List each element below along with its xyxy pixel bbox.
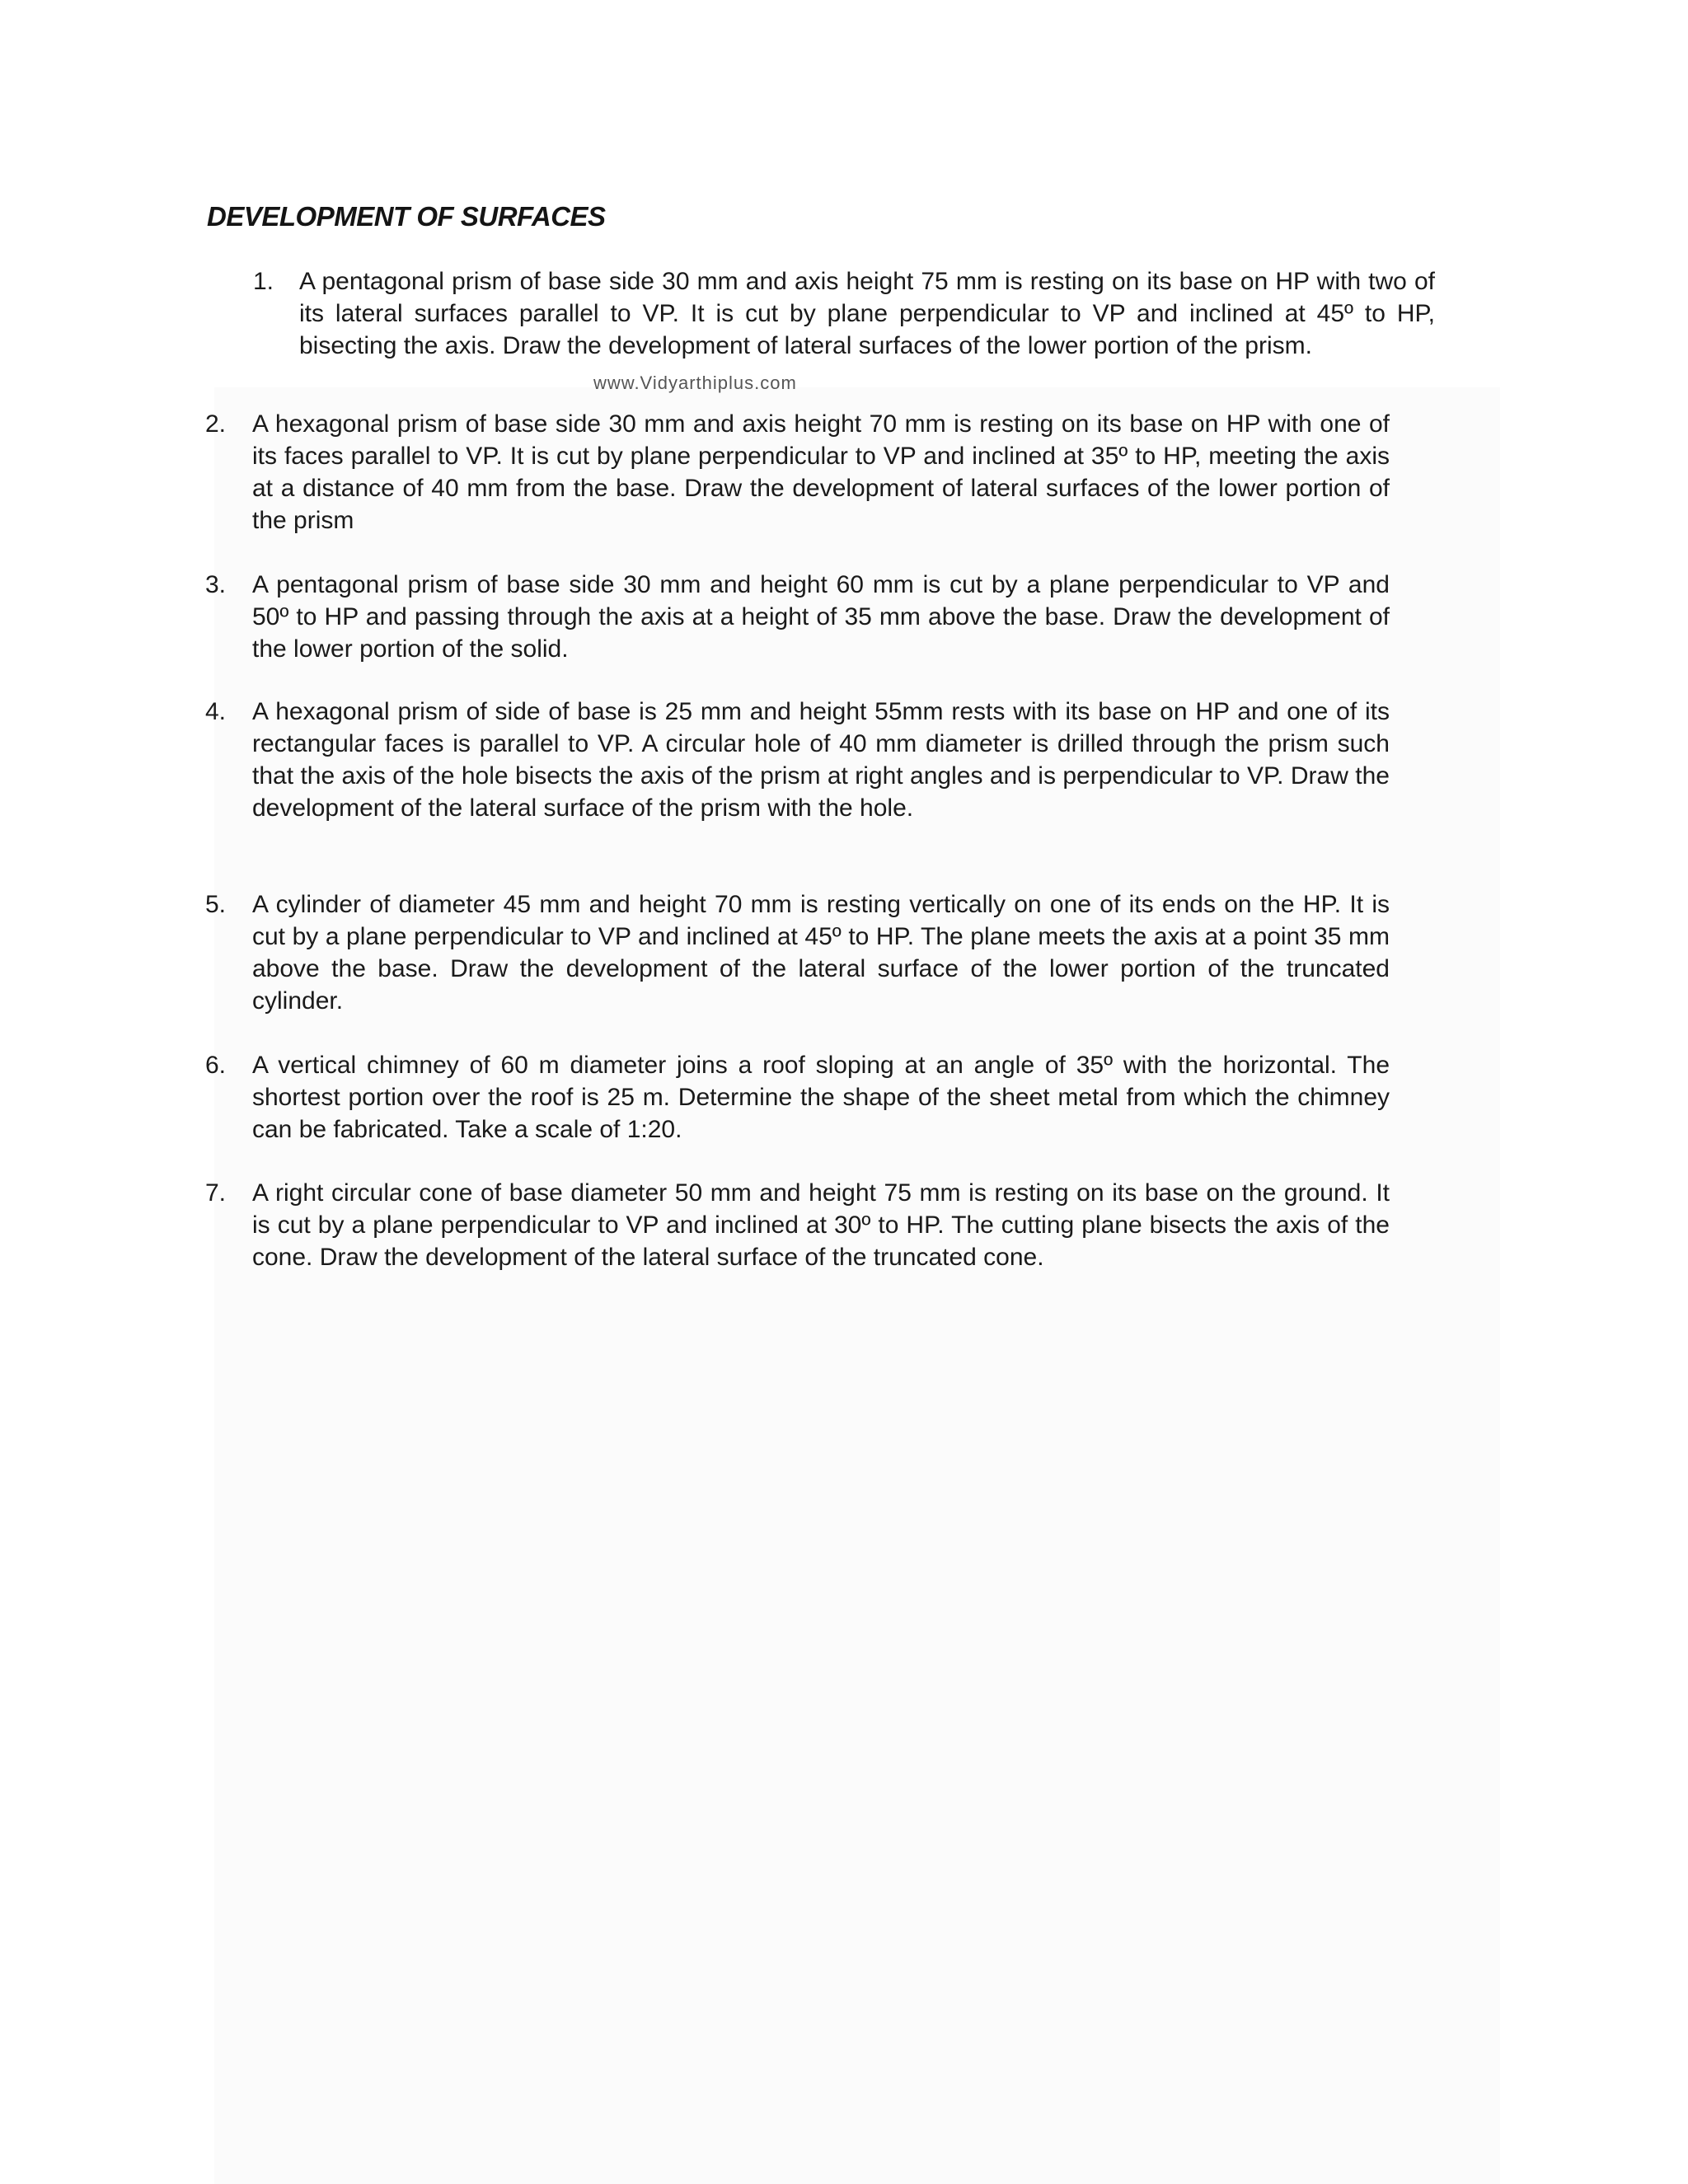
question-text: A vertical chimney of 60 m diameter joins a roof sloping at an angle of 35º with the horizontal. The shortest portion over the roof is 25 m. Determine the shape of the sheet metal from which the chimney can be fabricated. Take a scale of 1:20. bbox=[252, 1052, 1390, 1143]
question-number: 4. bbox=[205, 698, 227, 725]
question-text: A hexagonal prism of side of base is 25 mm and height 55mm rests with its base on HP and one of its rectangular faces is parallel to VP. A circular hole of 40 mm diameter is drilled through the prism such that the axis of the hole bisects the axis of the prism at right angles and is perpendicular to VP. Draw the development of the lateral surface of the prism with the hole. bbox=[252, 698, 1390, 822]
question-5 bbox=[205, 888, 1390, 1017]
question-number: 1. bbox=[253, 268, 274, 295]
question-3 bbox=[205, 569, 1390, 665]
watermark bbox=[593, 373, 923, 393]
question-text: A hexagonal prism of base side 30 mm and axis height 70 mm is resting on its base on HP with one of its faces parallel to VP. It is cut by plane perpendicular to VP and inclined at 35º to HP, meeting the axis at a distance of 40 mm from the base. Draw the development of lateral surfaces of the lower portion of the prism bbox=[252, 410, 1390, 534]
question-number: 2. bbox=[205, 410, 227, 438]
question-text: A right circular cone of base diameter 50 mm and height 75 mm is resting on its base on the ground. It is cut by a plane perpendicular to VP and inclined at 30º to HP. The cutting plane bisects the axis of the cone. Draw the development of the lateral surface of the truncated cone. bbox=[252, 1179, 1390, 1271]
question-text: A cylinder of diameter 45 mm and height 70 mm is resting vertically on one of its ends on the HP. It is cut by a plane perpendicular to VP and inclined at 45º to HP. The plane meets the axis at a point 35 mm above the base. Draw the development of the lateral surface of the lower portion of the truncated cylinder. bbox=[252, 891, 1390, 1015]
question-text: A pentagonal prism of base side 30 mm and axis height 75 mm is resting on its base on HP with two of its lateral surfaces parallel to VP. It is cut by plane perpendicular to VP and inclined at 45º to HP, bisecting the axis. Draw the development of lateral surfaces of the lower portion of the prism. bbox=[299, 268, 1435, 359]
question-text: A pentagonal prism of base side 30 mm and height 60 mm is cut by a plane perpendicular to VP and 50º to HP and passing through the axis at a height of 35 mm above the base. Draw the development of the lower portion of the solid. bbox=[252, 571, 1390, 663]
question-6 bbox=[205, 1049, 1390, 1146]
question-number: 3. bbox=[205, 571, 227, 598]
watermark-text: www.Vidyarthiplus.com bbox=[593, 373, 797, 393]
question-number: 7. bbox=[205, 1179, 227, 1207]
question-7 bbox=[205, 1177, 1390, 1273]
question-2 bbox=[205, 408, 1390, 537]
question-number: 6. bbox=[205, 1052, 227, 1079]
question-1 bbox=[253, 265, 1435, 362]
document-title: DEVELOPMENT OF SURFACES bbox=[207, 201, 606, 232]
question-4 bbox=[205, 696, 1390, 824]
question-number: 5. bbox=[205, 891, 227, 918]
